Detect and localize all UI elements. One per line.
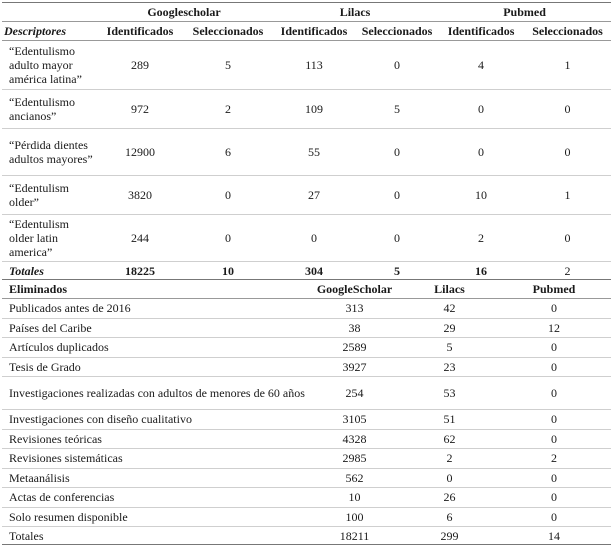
table-cell: 6 — [184, 129, 272, 176]
table-row — [2, 129, 611, 176]
column-header-pubmed: Pubmed — [497, 280, 611, 299]
table-cell: 55 — [272, 129, 356, 176]
search-results-table — [2, 2, 611, 280]
table-cell: 254 — [307, 377, 402, 410]
totals-cell: 304 — [272, 262, 356, 280]
table-cell: 0 — [497, 377, 611, 410]
row-label: Metaanálisis — [2, 468, 307, 488]
table-cell: 10 — [438, 176, 524, 215]
table-cell: 51 — [402, 410, 497, 430]
table-row — [2, 215, 611, 262]
totals-label: Totales — [2, 527, 307, 545]
table-cell: 1 — [524, 41, 611, 90]
table-cell: 0 — [272, 215, 356, 262]
row-label: Tesis de Grado — [2, 357, 307, 377]
totals-cell: 16 — [438, 262, 524, 280]
table-cell: 62 — [402, 429, 497, 449]
table-cell: 100 — [307, 507, 402, 527]
table-row — [2, 357, 611, 377]
table-row — [2, 468, 611, 488]
row-label: Investigaciones con diseño cualitativo — [2, 410, 307, 430]
table-cell: 0 — [497, 429, 611, 449]
table-cell: 29 — [402, 318, 497, 338]
table-cell: 0 — [402, 468, 497, 488]
table-row — [2, 449, 611, 469]
table-cell: 0 — [497, 488, 611, 508]
table-cell: 289 — [96, 41, 184, 90]
column-header-descriptores: Descriptores — [2, 22, 96, 41]
totals-cell: 5 — [356, 262, 438, 280]
table-cell: 23 — [402, 357, 497, 377]
descriptor-cell: “Edentulismo adulto mayor américa latina” — [2, 41, 96, 90]
column-header: Seleccionados — [356, 22, 438, 41]
group-header-googlescholar: Googlescholar — [96, 3, 272, 22]
table-cell: 113 — [272, 41, 356, 90]
table-cell: 2 — [438, 215, 524, 262]
table-cell: 562 — [307, 468, 402, 488]
row-label: Solo resumen disponible — [2, 507, 307, 527]
document-page — [2, 2, 611, 545]
table-row — [2, 318, 611, 338]
row-label: Actas de conferencias — [2, 488, 307, 508]
table-cell: 0 — [356, 215, 438, 262]
totals-cell: 18225 — [96, 262, 184, 280]
table-cell: 5 — [184, 41, 272, 90]
table-row — [2, 299, 611, 319]
group-header-lilacs: Lilacs — [272, 3, 438, 22]
table-cell: 38 — [307, 318, 402, 338]
column-header: Identificados — [96, 22, 184, 41]
totals-label: Totales — [2, 262, 96, 280]
totals-cell: 2 — [524, 262, 611, 280]
column-header-eliminados: Eliminados — [2, 280, 307, 299]
totals-cell: 14 — [497, 527, 611, 545]
table-cell: 4 — [438, 41, 524, 90]
table-cell: 5 — [356, 90, 438, 129]
table-cell: 27 — [272, 176, 356, 215]
row-label: Países del Caribe — [2, 318, 307, 338]
table-cell: 0 — [356, 129, 438, 176]
descriptor-cell: “Edentulism older” — [2, 176, 96, 215]
row-label: Revisiones teóricas — [2, 429, 307, 449]
row-label: Publicados antes de 2016 — [2, 299, 307, 319]
table-cell: 12900 — [96, 129, 184, 176]
table-cell: 2589 — [307, 338, 402, 358]
table-cell: 0 — [356, 176, 438, 215]
row-label: Revisiones sistemáticas — [2, 449, 307, 469]
group-header-pubmed: Pubmed — [438, 3, 611, 22]
descriptor-cell: “Pérdida dientes adultos mayores” — [2, 129, 96, 176]
table-cell: 0 — [524, 129, 611, 176]
table-cell: 1 — [524, 176, 611, 215]
column-header: Seleccionados — [184, 22, 272, 41]
table-cell: 4328 — [307, 429, 402, 449]
column-header-lilacs: Lilacs — [402, 280, 497, 299]
table-cell: 0 — [438, 129, 524, 176]
row-label: Artículos duplicados — [2, 338, 307, 358]
table-cell: 0 — [497, 507, 611, 527]
column-header-googlescholar: GoogleScholar — [307, 280, 402, 299]
table-cell: 972 — [96, 90, 184, 129]
sub-header-row — [2, 22, 611, 41]
table-cell: 109 — [272, 90, 356, 129]
table-cell: 3820 — [96, 176, 184, 215]
column-header: Seleccionados — [524, 22, 611, 41]
eliminated-header-row — [2, 280, 611, 299]
table-cell: 0 — [184, 176, 272, 215]
totals-cell: 10 — [184, 262, 272, 280]
table-cell: 0 — [184, 215, 272, 262]
table-cell: 2985 — [307, 449, 402, 469]
table-row — [2, 488, 611, 508]
column-header: Identificados — [272, 22, 356, 41]
table-row — [2, 377, 611, 410]
table-cell: 0 — [497, 338, 611, 358]
totals-row — [2, 262, 611, 280]
table-cell: 3927 — [307, 357, 402, 377]
table-row — [2, 338, 611, 358]
table-cell: 42 — [402, 299, 497, 319]
empty-header-cell — [2, 3, 96, 22]
column-header: Identificados — [438, 22, 524, 41]
table-cell: 0 — [497, 468, 611, 488]
table-cell: 0 — [356, 41, 438, 90]
row-label: Investigaciones realizadas con adultos de menores de 60 años — [2, 377, 307, 410]
table-row — [2, 41, 611, 90]
table-cell: 0 — [438, 90, 524, 129]
table-cell: 5 — [402, 338, 497, 358]
table-cell: 2 — [184, 90, 272, 129]
table-cell: 12 — [497, 318, 611, 338]
table-row — [2, 176, 611, 215]
table-cell: 6 — [402, 507, 497, 527]
descriptor-cell: “Edentulism older latin america” — [2, 215, 96, 262]
group-header-row — [2, 3, 611, 22]
table-row — [2, 429, 611, 449]
table-cell: 3105 — [307, 410, 402, 430]
table-cell: 0 — [497, 299, 611, 319]
table-cell: 10 — [307, 488, 402, 508]
table-cell: 2 — [402, 449, 497, 469]
table-cell: 0 — [497, 357, 611, 377]
table-row — [2, 410, 611, 430]
table-cell: 0 — [524, 215, 611, 262]
table-cell: 26 — [402, 488, 497, 508]
table-cell: 0 — [524, 90, 611, 129]
table-row — [2, 507, 611, 527]
table-row — [2, 90, 611, 129]
table-cell: 53 — [402, 377, 497, 410]
table-cell: 244 — [96, 215, 184, 262]
eliminated-table — [2, 280, 611, 545]
descriptor-cell: “Edentulismo ancianos” — [2, 90, 96, 129]
totals-cell: 299 — [402, 527, 497, 545]
table-cell: 2 — [497, 449, 611, 469]
totals-cell: 18211 — [307, 527, 402, 545]
table-cell: 313 — [307, 299, 402, 319]
table-cell: 0 — [497, 410, 611, 430]
